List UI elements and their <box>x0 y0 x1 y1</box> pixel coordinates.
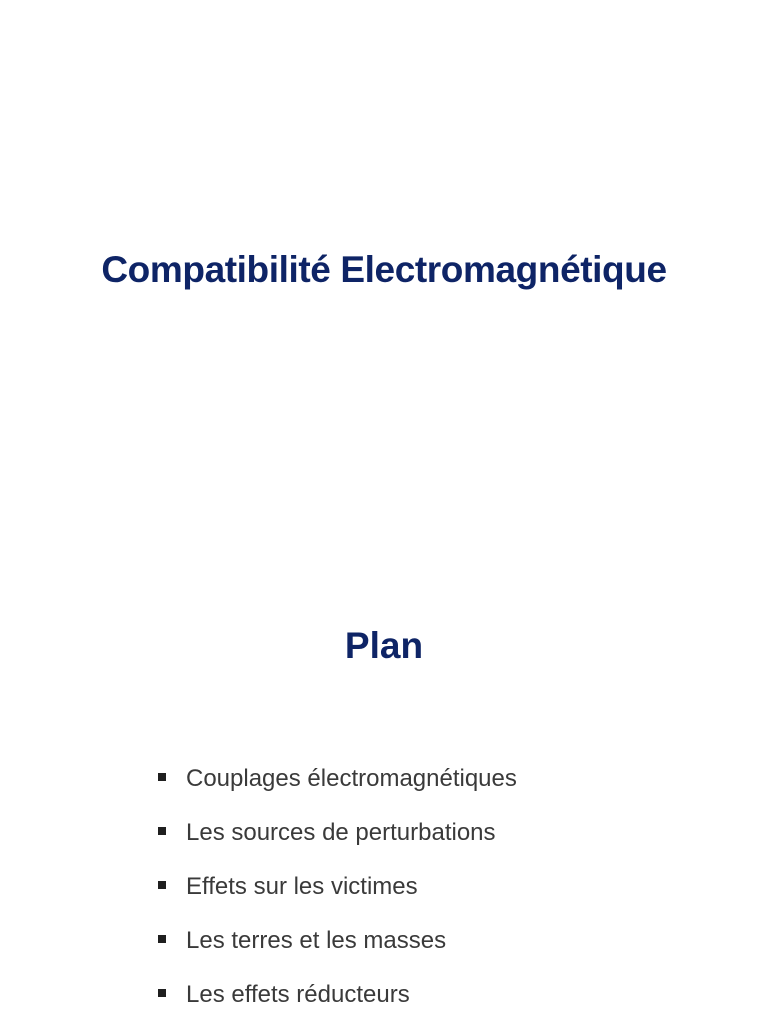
square-bullet-icon <box>158 989 166 997</box>
plan-item-label: Effets sur les victimes <box>186 873 418 900</box>
document-title: Compatibilité Electromagnétique <box>101 249 667 290</box>
square-bullet-icon <box>158 935 166 943</box>
plan-list-item <box>158 920 517 974</box>
plan-item-label: Couplages électromagnétiques <box>186 765 517 792</box>
plan-list-item <box>158 758 517 812</box>
plan-slide <box>0 560 768 1024</box>
plan-list <box>158 758 517 1024</box>
plan-item-label: Les terres et les masses <box>186 927 447 954</box>
plan-list-item <box>158 812 517 866</box>
plan-list-item <box>158 974 517 1024</box>
square-bullet-icon <box>158 773 166 781</box>
square-bullet-icon <box>158 881 166 889</box>
plan-heading: Plan <box>344 625 424 666</box>
square-bullet-icon <box>158 827 166 835</box>
plan-item-label: Les sources de perturbations <box>186 819 496 846</box>
plan-item-label: Les effets réducteurs <box>186 981 410 1008</box>
plan-list-item <box>158 866 517 920</box>
